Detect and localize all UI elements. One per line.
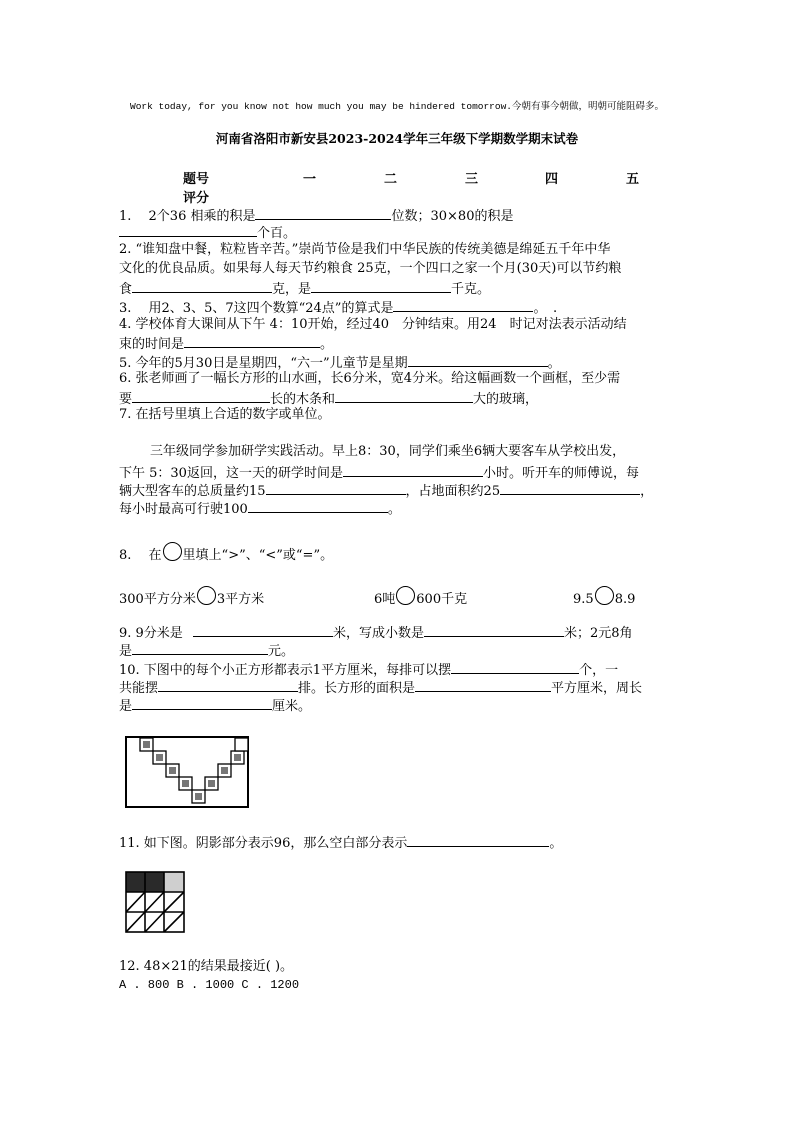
q9-text-b: 米，写成小数是: [332, 626, 424, 641]
answer-blank[interactable]: [158, 678, 298, 692]
compare-circle[interactable]: [197, 586, 216, 605]
q1-text-b: 位数；30×80的积是: [391, 209, 514, 224]
answer-blank[interactable]: [255, 206, 391, 220]
q10-text-b: 个，一: [579, 663, 619, 678]
compare-item-2: [374, 586, 467, 608]
compare-item-3: [573, 586, 635, 608]
q5-text-b: 。: [547, 356, 561, 371]
q6-text-d: 大的玻璃，: [473, 392, 539, 407]
rectangle-squares-figure: [122, 733, 252, 809]
q8-text-a: 8. 在: [119, 548, 162, 563]
q9-text-e: 元。: [268, 644, 295, 659]
compare-item-1: [119, 586, 264, 608]
compare-1-right: 3平方米: [216, 592, 265, 607]
question-4: 4. 学校体育大课间从下午 4：10开始，经过40 分钟结束。用24 时记对法表示活动结: [119, 317, 627, 332]
question-12-options[interactable]: A . 800 B . 1000 C . 1200: [119, 978, 300, 992]
q4-text-c: 。: [320, 337, 334, 352]
compare-3-right: 8.9: [614, 592, 636, 607]
answer-blank[interactable]: [415, 678, 551, 692]
q9-text-c: 米；2元8角: [563, 626, 633, 641]
q11-text-b: 。: [549, 836, 563, 851]
question-2-line2: 文化的优良品质。如果每人每天节约粮食 25克，一个四口之家一个月(30天)可以节约粮: [119, 261, 622, 276]
q8-text-b: 里填上“>”、“<”或“=”。: [182, 548, 334, 563]
q9-text-d: 是: [119, 644, 133, 659]
question-2-line3: [119, 279, 490, 298]
question-2: 2. “谁知盘中餐，粒粒皆辛苦。”崇尚节俭是我们中华民族的传统美德是绵延五千年中华: [119, 242, 611, 257]
answer-blank[interactable]: [500, 481, 640, 495]
passage-line1: 三年级同学参加研学实践活动。早上8：30，同学们乘坐6辆大要客车从学校出发，: [150, 444, 626, 459]
question-3: [119, 298, 557, 317]
answer-blank[interactable]: [266, 481, 406, 495]
q2-text-e: 千克。: [451, 282, 491, 297]
question-11: [119, 833, 562, 852]
q10-text-c: 共能摆: [119, 681, 159, 696]
answer-blank[interactable]: [311, 279, 451, 293]
question-9-line2: [119, 641, 294, 660]
score-col-1: 一: [303, 172, 317, 187]
question-6-line2: [119, 389, 538, 408]
question-10: [119, 660, 618, 679]
question-4-line2: [119, 334, 333, 353]
compare-2-left: 6吨: [374, 592, 396, 607]
answer-blank[interactable]: [343, 463, 483, 477]
q10-text-d: 排。长方形的面积是: [298, 681, 416, 696]
compare-3-left: 9.5: [573, 592, 594, 607]
q1-text-a: 1. 2个36 相乘的积是: [119, 209, 256, 224]
question-6: 6. 张老师画了一幅长方形的山水画，长6分米，宽4分米。给这幅画数一个画框，至少需: [119, 371, 621, 386]
score-col-4: 四: [545, 172, 559, 187]
question-10-line2: [119, 678, 642, 697]
answer-blank[interactable]: [132, 389, 270, 403]
passage-text-f: ，: [640, 484, 654, 499]
answer-blank[interactable]: [407, 833, 549, 847]
answer-blank[interactable]: [335, 389, 473, 403]
score-col-2: 二: [384, 172, 398, 187]
passage-line3: [119, 481, 653, 500]
answer-blank[interactable]: [132, 696, 272, 710]
answer-blank[interactable]: [184, 334, 320, 348]
compare-circle[interactable]: [396, 586, 415, 605]
score-table-label: 题号: [183, 172, 210, 187]
question-5: [119, 353, 561, 372]
passage-line4: [119, 499, 401, 518]
q11-text-a: 11. 如下图。阴影部分表示96，那么空白部分表示: [119, 836, 408, 851]
question-7: 7. 在括号里填上合适的数字或单位。: [119, 407, 331, 422]
q3-text-a: 3. 用2、3、5、7这四个数算“24点”的算式是: [119, 301, 394, 316]
passage-text-d: 辆大型客车的总质量约15: [119, 484, 266, 499]
q5-text-a: 5. 今年的5月30日是星期四，“六一”儿童节是星期: [119, 356, 408, 371]
passage-text-g: 每小时最高可行驶100: [119, 502, 248, 517]
q6-text-b: 要: [119, 392, 133, 407]
answer-blank[interactable]: [193, 623, 333, 637]
question-10-line3: [119, 696, 311, 715]
question-12: 12. 48×21的结果最接近( )。: [119, 959, 294, 974]
q2-text-c: 食: [119, 282, 133, 297]
answer-blank[interactable]: [132, 641, 268, 655]
q1-text-c: 个百。: [257, 226, 297, 241]
score-col-3: 三: [465, 172, 479, 187]
passage-text-h: 。: [387, 502, 401, 517]
score-col-5: 五: [626, 172, 640, 187]
compare-circle: [163, 542, 182, 561]
answer-blank[interactable]: [451, 660, 579, 674]
compare-circle[interactable]: [595, 586, 614, 605]
passage-text-c: 小时。听开车的师傅说，每: [482, 466, 639, 481]
question-8: [119, 542, 333, 564]
q10-text-e: 平方厘米，周长: [551, 681, 643, 696]
q9-text-a: 9. 9分米是: [119, 626, 187, 641]
q10-text-a: 10. 下图中的每个小正方形都表示1平方厘米，每排可以摆: [119, 663, 452, 678]
shaded-triangles-figure: [122, 868, 188, 936]
passage-line2: [119, 463, 639, 482]
passage-text-e: ，占地面积约25: [405, 484, 501, 499]
page-motto: Work today, for you know not how much you may be hindered tomorrow.今朝有事今朝做，明朝可能阻碍多。: [130, 101, 664, 112]
question-9: [119, 623, 633, 642]
page-title: 河南省洛阳市新安县2023-2024学年三年级下学期数学期末试卷: [215, 131, 579, 146]
compare-1-left: 300平方分米: [119, 592, 196, 607]
q3-text-b: 。 .: [533, 301, 558, 316]
q10-text-f: 是: [119, 699, 133, 714]
score-row-label: 评分: [183, 191, 210, 206]
answer-blank[interactable]: [424, 623, 564, 637]
answer-blank[interactable]: [132, 279, 272, 293]
answer-blank[interactable]: [119, 223, 257, 237]
q10-text-g: 厘米。: [272, 699, 312, 714]
passage-text-b: 下午 5：30返回，这一天的研学时间是: [119, 466, 343, 481]
answer-blank[interactable]: [248, 499, 388, 513]
q6-text-c: 长的木条和: [270, 392, 336, 407]
answer-blank[interactable]: [408, 353, 548, 367]
answer-blank[interactable]: [393, 298, 533, 312]
question-1-cont: [119, 223, 296, 242]
q4-text-b: 束的时间是: [119, 337, 185, 352]
q2-text-d: 克，是: [272, 282, 312, 297]
compare-2-right: 600千克: [416, 592, 468, 607]
